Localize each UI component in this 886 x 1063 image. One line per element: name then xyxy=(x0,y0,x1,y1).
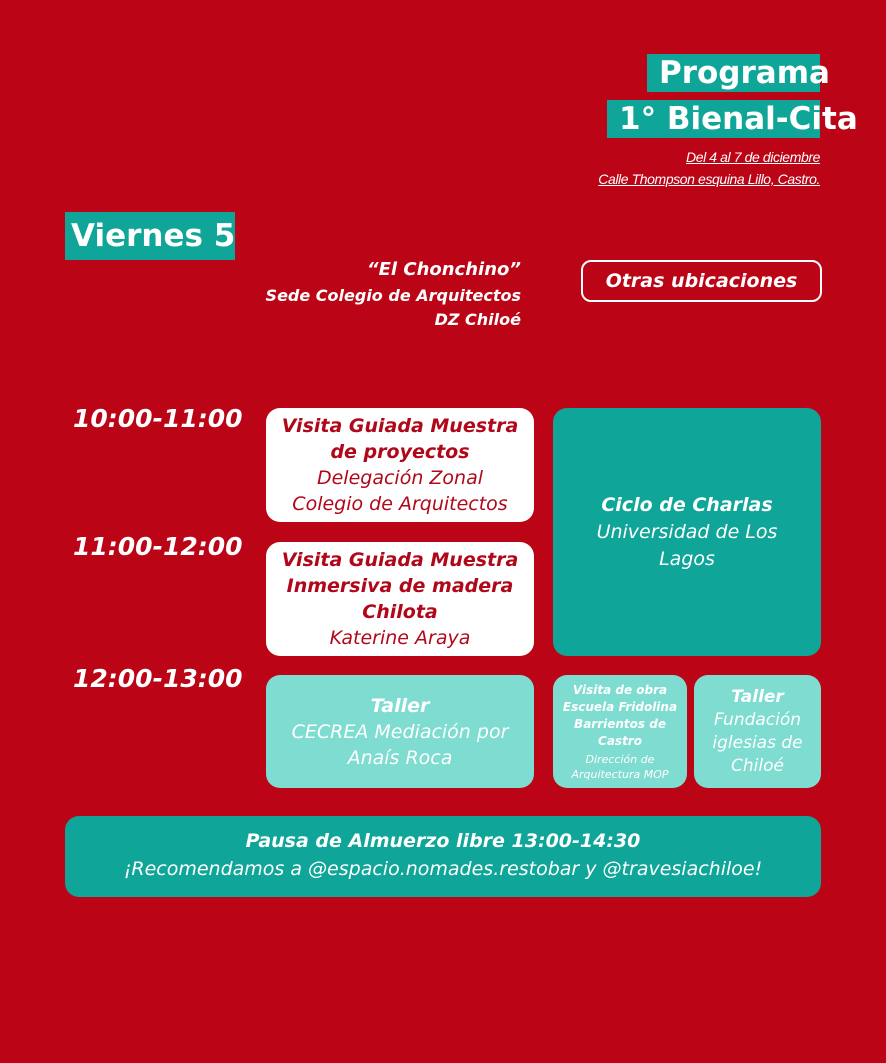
time-slot-2: 11:00-12:00 xyxy=(73,532,243,561)
event-title: Ciclo de Charlas xyxy=(601,493,773,516)
event-title: Taller xyxy=(370,694,430,717)
lunch-break-title: Pausa de Almuerzo libre 13:00-14:30 xyxy=(245,830,641,852)
event-dates: Del 4 al 7 de diciembre xyxy=(686,149,820,165)
event-title: Visita de obra Escuela Fridolina Barrientos de Castro xyxy=(562,682,678,748)
event-host-line: Delegación Zonal xyxy=(316,467,484,489)
event-address: Calle Thompson esquina Lillo, Castro. xyxy=(598,171,820,187)
event-card-site-visit xyxy=(553,675,687,788)
event-card-workshop-foundation xyxy=(694,675,821,788)
event-card-guided-tour-projects xyxy=(266,408,534,522)
time-slot-3: 12:00-13:00 xyxy=(73,664,243,693)
event-card-workshop-cecrea xyxy=(266,675,534,788)
event-title-line: de proyectos xyxy=(330,441,470,463)
lunch-break-banner xyxy=(65,816,821,897)
event-title: Taller xyxy=(731,686,784,707)
venue-line-2: DZ Chiloé xyxy=(434,310,521,329)
program-title: Programa xyxy=(659,55,830,91)
venue-line-1: Sede Colegio de Arquitectos xyxy=(265,286,521,305)
event-title-line: Inmersiva de madera xyxy=(286,575,514,597)
event-host: Fundación iglesias de Chiloé xyxy=(712,709,803,776)
event-title-line: Chilota xyxy=(362,601,438,623)
event-title-line: Visita Guiada Muestra xyxy=(281,415,519,437)
other-locations-label: Otras ubicaciones xyxy=(605,270,798,292)
time-slot-1: 10:00-11:00 xyxy=(73,404,243,433)
event-card-talks xyxy=(553,408,821,656)
event-host-line: Katerine Araya xyxy=(329,627,471,649)
biennial-title-band xyxy=(607,100,858,138)
day-label: Viernes 5 xyxy=(65,212,235,260)
event-card-guided-tour-wood xyxy=(266,542,534,656)
event-host: CECREA Mediación por Anaís Roca xyxy=(291,720,509,769)
biennial-title: 1° Bienal-Cita xyxy=(619,101,858,137)
event-title-line: Visita Guiada Muestra xyxy=(281,549,519,571)
program-title-band xyxy=(647,54,830,92)
venue-name: “El Chonchino” xyxy=(367,259,521,280)
event-host: Universidad de Los Lagos xyxy=(596,520,778,570)
event-host: Dirección de Arquitectura MOP xyxy=(571,752,669,781)
event-host-line: Colegio de Arquitectos xyxy=(292,493,508,515)
lunch-recommendation: ¡Recomendamos a @espacio.nomades.restobar y @travesiachiloe! xyxy=(123,858,763,880)
other-locations-button[interactable] xyxy=(581,260,822,302)
